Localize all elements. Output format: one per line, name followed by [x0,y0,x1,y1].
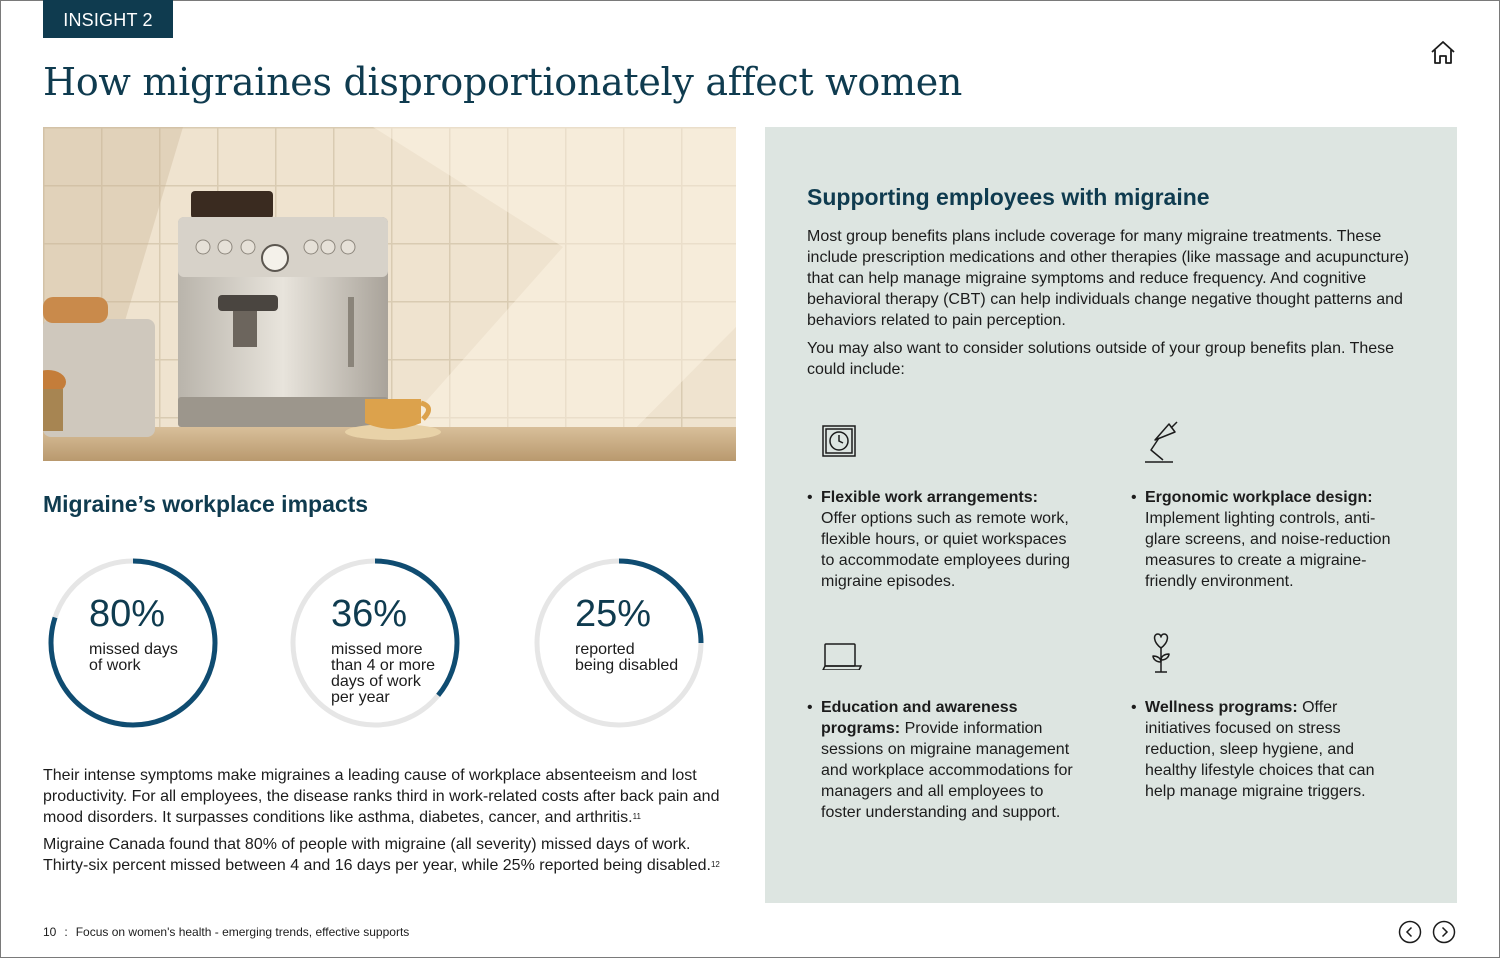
impacts-paragraph-1: Their intense symptoms make migraines a leading cause of workplace absenteeism and lost productivity. For all employees, the disease ranks third in work-related costs after back pain and mood disorders. It surpasses conditions like asthma, diabetes, cancer, and arthritis.$^{11}$ [43,767,720,826]
solution-text: • Wellness programs: Offer initiatives focused on stress reduction, sleep hygiene, and healthy lifestyle choices that can help manage migraine triggers. [1131,699,1375,800]
stat-percent: 80% [89,593,166,635]
espresso-machine-photo [43,127,736,461]
solution-text: • Ergonomic workplace design: Implement lighting controls, anti-glare screens, and noise-reduction measures to create a migraine-friendly environment. [1131,489,1391,590]
chevron-left-icon[interactable] [1398,920,1422,944]
page-number: 10 [43,925,57,939]
footer-separator: : [64,925,68,939]
panel-title: Supporting employees with migraine [807,184,1210,210]
stat-ring-1 [47,557,219,729]
panel-paragraph-2: You may also want to consider solutions outside of your group benefits plan. These could include: [807,340,1395,378]
stat-percent: 25% [575,593,652,635]
solution-text: • Flexible work arrangements: Offer options such as remote work, flexible hours, or quiet workspaces to accommodate employees during migraine episodes. [807,489,1071,590]
clock-icon [821,420,861,460]
footnote-ref: 11 [632,812,641,821]
stat-label: missed days of work [89,641,178,674]
footnote-ref: 12 [710,860,720,869]
desk-lamp-icon [1143,420,1183,460]
stat-percent: 36% [331,593,408,635]
page-title: How migraines disproportionately affect women [43,60,963,104]
chevron-right-icon[interactable] [1432,920,1456,944]
stat-label: missed more than 4 or more days of work per year [331,641,436,706]
impacts-paragraph-2: Migraine Canada found that 80% of people with migraine (all severity) missed days of work. Thirty-six percent missed between 4 and 16 days per year, while 25% reported being disabled.$^{12}$ [43,836,720,874]
insight-tab: INSIGHT 2 [43,0,173,38]
stat-ring-2 [289,557,461,729]
stat-ring-3 [533,557,705,729]
solution-text: • Education and awareness programs: Provide information sessions on migraine management and workplace accommodations for managers and all employees to foster understanding and support. [807,699,1073,821]
panel-paragraph-1: Most group benefits plans include coverage for many migraine treatments. These include prescription medications and other therapies (like massage and acupuncture) that can help manage migraine symptoms and reduce frequency. And cognitive behavioral therapy (CBT) can help individuals change negative thought patterns and behaviors related to pain perception. [807,228,1410,329]
document-title: Focus on women's health - emerging trends, effective supports [75,925,410,939]
impacts-title: Migraine’s workplace impacts [43,491,369,517]
heart-flower-icon [1143,630,1183,670]
support-panel [765,127,1457,903]
page-footer [43,925,409,939]
laptop-icon [821,630,861,670]
home-icon[interactable] [1428,38,1458,68]
stat-label: reported being disabled [575,641,679,674]
